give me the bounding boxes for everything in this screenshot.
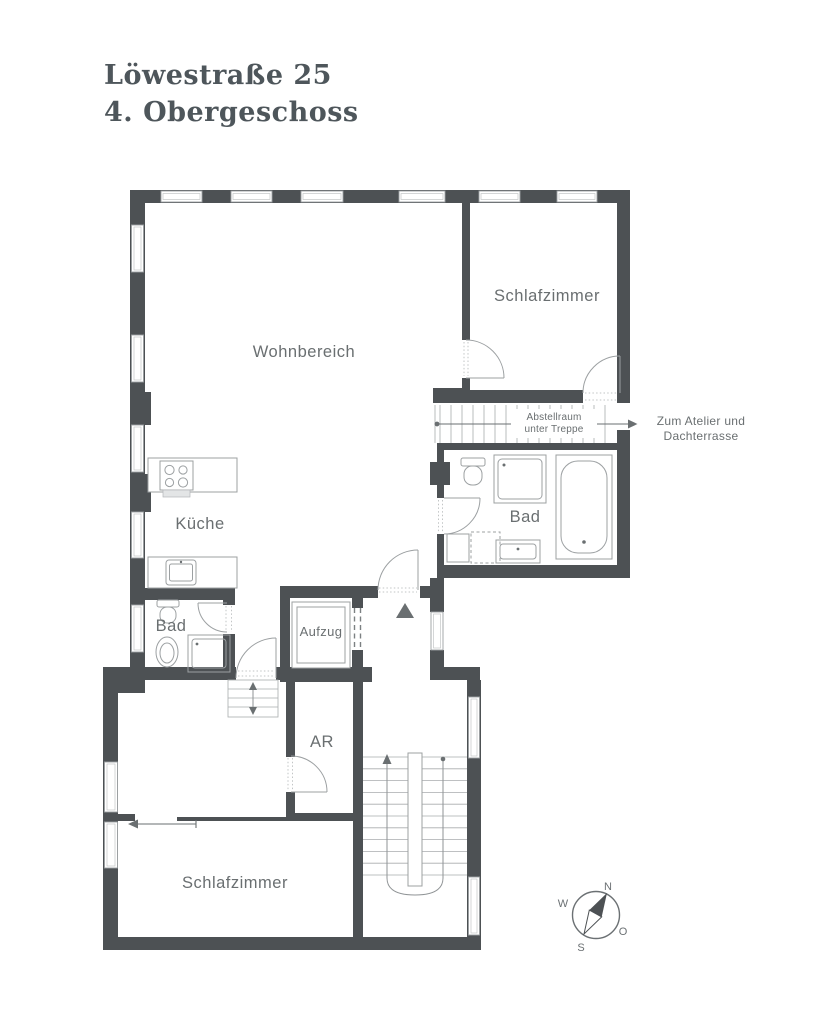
room-label-schlafzimmer-top: Schlafzimmer (494, 287, 600, 305)
window-landing (431, 612, 443, 650)
room-label-bad-right: Bad (509, 508, 541, 526)
window-top-2 (231, 191, 272, 202)
title-line1: Löwestraße 25 (104, 60, 332, 91)
understair-label-line1: Abstellraum (526, 412, 582, 423)
window-top-1 (161, 191, 202, 202)
page-title (104, 60, 359, 128)
room-label-kueche: Küche (175, 515, 225, 533)
window-left-6 (105, 762, 118, 812)
title-line2: 4. Obergeschoss (104, 97, 359, 128)
window-left-7 (105, 822, 118, 868)
stair-divider (408, 753, 422, 886)
sink-left-icon (156, 637, 178, 667)
window-top-6 (557, 191, 597, 202)
stair-up-arrow (383, 754, 392, 764)
room-label-wohnbereich: Wohnbereich (252, 343, 356, 361)
atelier-label-line1: Zum Atelier und (656, 414, 746, 428)
sink-right-icon (496, 540, 540, 563)
washer-icon (447, 532, 500, 563)
door-bad-right (439, 498, 481, 534)
compass-label-n: N (604, 881, 612, 893)
understair-storage (435, 405, 638, 443)
room-label-schlafzimmer-bottom: Schlafzimmer (182, 874, 288, 892)
room-label-bad-left: Bad (155, 617, 187, 635)
window-top-4 (399, 191, 445, 202)
small-stairs (228, 680, 278, 717)
compass-rose (558, 881, 628, 954)
door-abstellraum-ar (288, 756, 327, 792)
door-wohnbereich-schlafzimmer (464, 340, 504, 378)
entrance-marker-triangle (396, 603, 414, 618)
understair-label-line2: unter Treppe (524, 424, 584, 435)
stair-walkline-dot (441, 757, 446, 762)
compass-label-w: W (557, 898, 569, 910)
room-label-aufzug: Aufzug (299, 624, 343, 639)
window-top-5 (479, 191, 520, 202)
main-stairwell (363, 753, 467, 895)
door-hall-to-lower-level (236, 638, 276, 678)
window-top-3 (301, 191, 343, 202)
door-apartment-entrance (378, 550, 418, 618)
window-left-5 (132, 605, 144, 652)
window-left-3 (132, 425, 144, 472)
elevator-doors (355, 608, 361, 650)
room-label-ar: AR (310, 733, 334, 751)
atelier-label-line2: Dachterrasse (663, 429, 739, 443)
toilet-right-icon (461, 458, 485, 485)
compass-label-s: S (577, 942, 585, 954)
window-left-1 (132, 225, 144, 272)
window-left-2 (132, 335, 144, 382)
atelier-annotation (657, 414, 746, 443)
door-bad-left (198, 603, 232, 632)
shower-right-icon (494, 455, 546, 503)
bathtub-icon (556, 455, 612, 559)
compass-label-o: O (618, 926, 628, 938)
door-schlafzimmer-top-south (583, 356, 620, 400)
bad-left-fixtures (156, 600, 230, 672)
window-stairwell-1 (469, 697, 480, 758)
window-stairwell-2 (469, 877, 480, 935)
window-left-4 (132, 512, 144, 558)
